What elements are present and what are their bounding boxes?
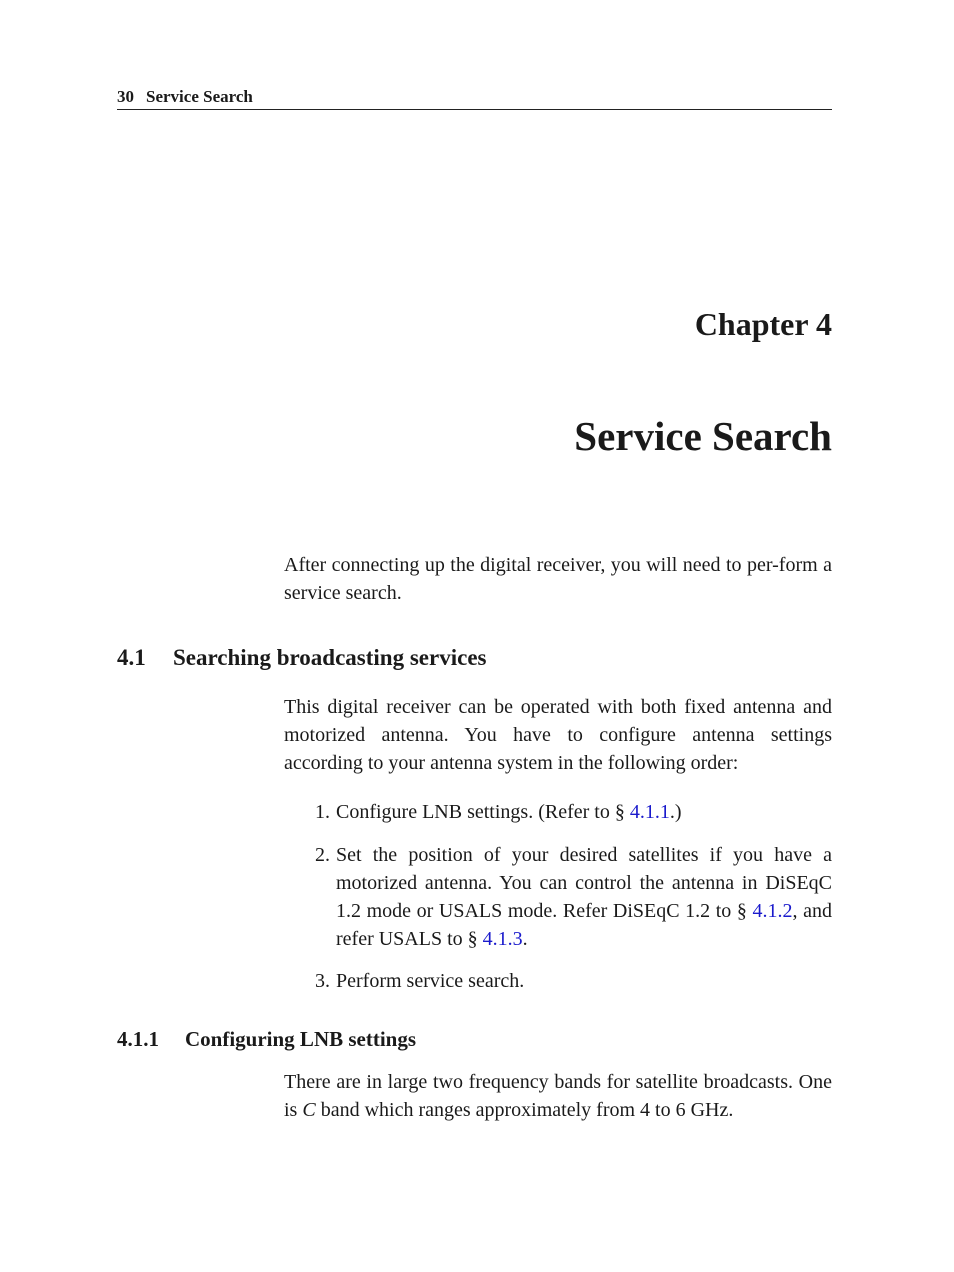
section-title: Searching broadcasting services	[173, 645, 487, 670]
band-name: C	[302, 1099, 316, 1121]
list-item-text: .)	[669, 801, 682, 823]
list-item-content	[336, 798, 832, 826]
list-item-content	[336, 841, 832, 953]
list-item-2	[304, 841, 832, 953]
list-item-text: , and refer USALS to §	[336, 900, 832, 950]
section-heading-4-1-1	[117, 1024, 416, 1054]
list-marker: 3.	[315, 970, 330, 992]
cross-reference-link[interactable]: 4.1.1	[629, 801, 670, 823]
subsection-number: 4.1.1	[117, 1027, 159, 1051]
list-item-text: Set the position of your desired satellites if you have a motorized antenna. You can control the antenna in DiSEqC 1.2 mode or USALS mode. Refer DiSEqC 1.2 to §	[336, 844, 832, 922]
cross-reference-link[interactable]: 4.1.3	[482, 928, 523, 950]
running-header-title: Service Search	[146, 87, 253, 106]
list-item-text: .	[522, 928, 528, 950]
list-marker: 2.	[315, 844, 330, 866]
list-item-text: Configure LNB settings. (Refer to §	[336, 801, 630, 823]
cross-reference-link[interactable]: 4.1.2	[752, 900, 793, 922]
list-marker: 1.	[315, 801, 330, 823]
list-item-content: Perform service search.	[336, 970, 525, 992]
running-header	[117, 86, 832, 110]
section-4-1-1-paragraph	[284, 1068, 832, 1124]
chapter-label: Chapter 4	[694, 306, 832, 342]
paragraph-text: band which ranges approximately from 4 to 6 GHz.	[315, 1099, 734, 1121]
section-4-1-paragraph: This digital receiver can be operated with both fixed antenna and motorized antenna. You have to configure antenna settings according to your antenna system in the following order:	[284, 696, 832, 774]
paragraph-text: There are in large two frequency bands for satellite broadcasts. One is	[284, 1071, 832, 1121]
page-number: 30	[117, 87, 134, 106]
section-number: 4.1	[117, 645, 146, 670]
subsection-title: Configuring LNB settings	[185, 1027, 417, 1051]
list-item-1	[304, 798, 832, 826]
section-heading-4-1	[117, 642, 486, 674]
list-item-3	[304, 967, 832, 995]
intro-paragraph: After connecting up the digital receiver, you will need to per-form a service search.	[284, 554, 832, 604]
chapter-title: Service Search	[574, 413, 832, 459]
